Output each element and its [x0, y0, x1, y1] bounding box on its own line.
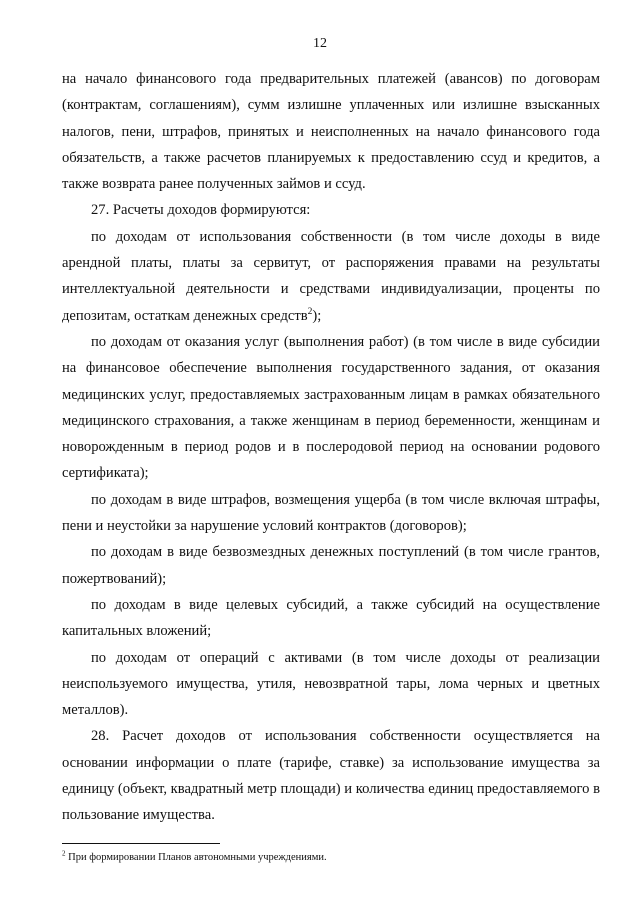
paragraph-grants-income: по доходам в виде безвозмездных денежных поступлений (в том числе грантов, пожертвований); — [62, 544, 600, 587]
paragraph-continuation: на начало финансового года предварительных платежей (авансов) по договорам (контрактам, соглашениям), сумм излишне уплаченных или излишне взысканных налогов, пени, штрафов, принятых и неисполненных на начало финансового года обязательств, а также расчетов планируемых к предоставлению ссуд и кредитов, а также возврата ранее полученных займов и ссуд. — [62, 71, 600, 193]
page-number: 12 — [313, 36, 327, 51]
paragraph-item-28: 28. Расчет доходов от использования собственности осуществляется на основании информации о плате (тарифе, ставке) за использование имущества за единицу (объект, квадратный метр площади) и количества единиц предоставляемого в пользование имущества. — [62, 728, 600, 824]
footnote — [62, 851, 600, 864]
footnote-marker: 2 — [62, 849, 66, 858]
paragraph-item-27: 27. Расчеты доходов формируются: — [91, 202, 311, 219]
paragraph-fines-income: по доходам в виде штрафов, возмещения ущерба (в том числе включая штрафы, пени и неустойки за нарушение условий контрактов (договоров); — [62, 491, 600, 535]
footnote-divider — [62, 843, 220, 844]
document-body — [62, 66, 600, 829]
paragraph-subsidies-income: по доходам в виде целевых субсидий, а также субсидий на осуществление капитальных вложений; — [62, 596, 600, 640]
paragraph-property-income — [62, 224, 600, 329]
paragraph-services-income: по доходам от оказания услуг (выполнения работ) (в том числе в виде субсидии на финансовое обеспечение выполнения государственного задания, от оказания медицинских услуг, предоставляемых застрахованным лицам в рамках обязательного медицинского страхования, а также женщинам в период беременности, женщинам и новорожденным в период родов и в послеродовой период на основании родового сертификата); — [62, 333, 600, 482]
paragraph-assets-income: по доходам от операций с активами (в том числе доходы от реализации неиспользуемого имущества, утиля, невозвратной тары, лома черных и цветных металлов). — [62, 649, 600, 719]
paragraph-property-income-text: по доходам от использования собственности (в том числе доходы в виде арендной платы, платы за сервитут, от распоряжения правами на результаты интеллектуальной деятельности и средствами индивидуализации, проценты по депозитам, остаткам денежных средств — [62, 228, 600, 324]
footnote-text: При формировании Планов автономными учреждениями. — [65, 852, 327, 863]
footnote-reference: 2 — [307, 306, 313, 317]
paragraph-property-income-tail: ); — [312, 307, 322, 324]
